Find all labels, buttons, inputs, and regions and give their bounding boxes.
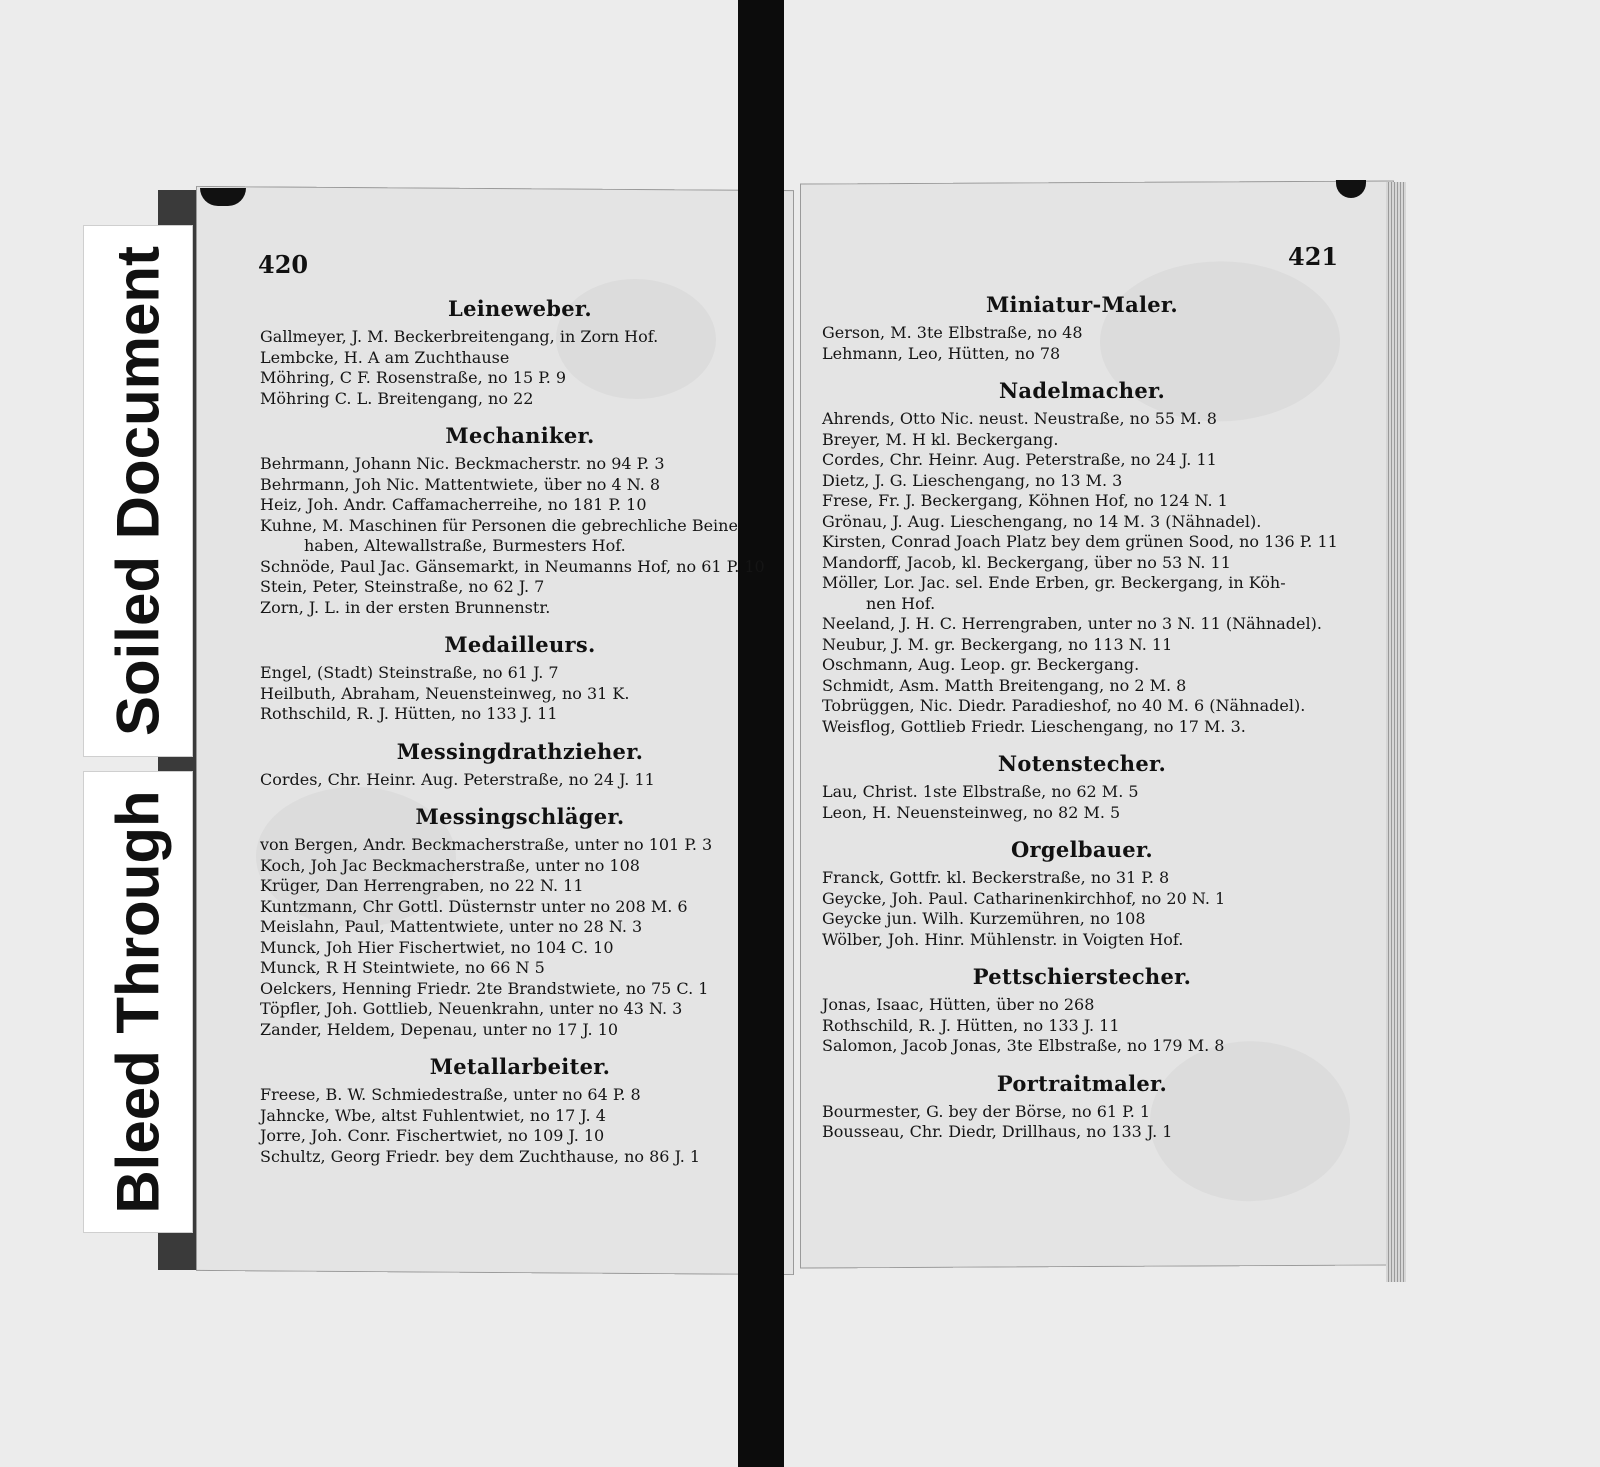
- directory-entry: Kirsten, Conrad Joach Platz bey dem grünen Sood, no 136 P. 11: [822, 532, 1338, 551]
- book-edge-right: [1386, 182, 1406, 1282]
- directory-entry: Krüger, Dan Herrengraben, no 22 N. 11: [260, 876, 584, 895]
- section-heading: Nadelmacher.: [998, 378, 1166, 403]
- directory-entry: Behrmann, Johann Nic. Beckmacherstr. no 94 P. 3: [260, 454, 665, 473]
- section-heading: Leineweber.: [448, 296, 592, 321]
- directory-entry: Jahncke, Wbe, altst Fuhlentwiet, no 17 J. 4: [260, 1105, 606, 1125]
- directory-entry: Grönau, J. Aug. Lieschengang, no 14 M. 3 (Nähnadel).: [822, 511, 1262, 531]
- directory-entry: Töpfler, Joh. Gottlieb, Neuenkrahn, unter no 43 N. 3: [260, 999, 683, 1018]
- directory-entry: Oelckers, Henning Friedr. 2te Brandstwiete, no 75 C. 1: [260, 978, 709, 998]
- directory-entry: Stein, Peter, Steinstraße, no 62 J. 7: [260, 577, 545, 596]
- directory-entry: Cordes, Chr. Heinr. Aug. Peterstraße, no 24 J. 11: [260, 769, 655, 789]
- directory-section: [822, 378, 1342, 737]
- directory-entry: Munck, R H Steintwiete, no 66 N 5: [260, 958, 545, 977]
- directory-entry: Munck, Joh Hier Fischertwiet, no 104 C. 10: [260, 937, 614, 957]
- directory-entry: Freese, B. W. Schmiedestraße, unter no 64 P. 8: [260, 1085, 641, 1104]
- directory-section: [260, 423, 780, 618]
- directory-section: [822, 751, 1342, 823]
- section-heading: Medailleurs.: [444, 632, 596, 657]
- section-heading: Pettschierstecher.: [972, 964, 1192, 989]
- directory-entry: Jonas, Isaac, Hütten, über no 268: [822, 995, 1095, 1014]
- directory-entry: Jorre, Joh. Conr. Fischertwiet, no 109 J. 10: [260, 1126, 605, 1145]
- directory-entry: Möhring C. L. Breitengang, no 22: [260, 388, 534, 408]
- directory-entry: haben, Altewallstraße, Burmesters Hof.: [304, 536, 626, 555]
- directory-entry: Tobrüggen, Nic. Diedr. Paradieshof, no 40 M. 6 (Nähnadel).: [822, 696, 1306, 715]
- left-page-number: 420: [258, 250, 309, 279]
- bleed-through-text: Bleed Through: [104, 790, 172, 1214]
- right-page-number: 421: [1288, 242, 1339, 271]
- directory-entry: Neeland, J. H. C. Herrengraben, unter no 3 N. 11 (Nähnadel).: [822, 614, 1322, 633]
- directory-entry: Schnöde, Paul Jac. Gänsemarkt, in Neumanns Hof, no 61 P. 10: [260, 556, 765, 576]
- directory-entry: Weisflog, Gottlieb Friedr. Lieschengang, no 17 M. 3.: [822, 716, 1246, 736]
- soiled-document-text: Soiled Document: [104, 245, 172, 737]
- directory-entry: Engel, (Stadt) Steinstraße, no 61 J. 7: [260, 663, 559, 682]
- directory-entry: Mandorff, Jacob, kl. Beckergang, über no 53 N. 11: [822, 552, 1231, 572]
- soiled-document-label: [84, 226, 192, 756]
- directory-entry: Möller, Lor. Jac. sel. Ende Erben, gr. Beckergang, in Köh-: [822, 573, 1286, 592]
- directory-entry: Breyer, M. H kl. Beckergang.: [822, 429, 1059, 449]
- directory-section: [260, 296, 780, 409]
- section-heading: Notenstecher.: [997, 751, 1167, 776]
- section-heading: Miniatur-Maler.: [986, 292, 1178, 317]
- directory-section: [822, 1071, 1342, 1143]
- directory-section: [260, 804, 780, 1040]
- directory-entry: Heiz, Joh. Andr. Caffamacherreihe, no 181 P. 10: [260, 495, 647, 514]
- directory-entry: Schmidt, Asm. Matth Breitengang, no 2 M. 8: [822, 675, 1187, 695]
- directory-section: [260, 739, 780, 791]
- section-heading: Messingdrathzieher.: [396, 738, 644, 764]
- directory-entry: Lehmann, Leo, Hütten, no 78: [822, 343, 1061, 363]
- directory-entry: Frese, Fr. J. Beckergang, Köhnen Hof, no 124 N. 1: [822, 491, 1228, 510]
- directory-section: [260, 1054, 780, 1167]
- directory-section: [260, 632, 780, 725]
- directory-entry: Wölber, Joh. Hinr. Mühlenstr. in Voigten Hof.: [822, 929, 1184, 949]
- directory-entry: Gallmeyer, J. M. Beckerbreitengang, in Zorn Hof.: [260, 327, 659, 346]
- directory-entry: Leon, H. Neuensteinweg, no 82 M. 5: [822, 802, 1121, 822]
- directory-entry: Ahrends, Otto Nic. neust. Neustraße, no 55 M. 8: [822, 409, 1217, 428]
- directory-entry: Gerson, M. 3te Elbstraße, no 48: [822, 323, 1083, 342]
- directory-entry: Zander, Heldem, Depenau, unter no 17 J. 10: [260, 1019, 619, 1039]
- directory-entry: von Bergen, Andr. Beckmacherstraße, unter no 101 P. 3: [260, 835, 713, 854]
- section-heading: Portraitmaler.: [996, 1070, 1168, 1096]
- directory-section: [822, 837, 1342, 950]
- directory-entry: Bousseau, Chr. Diedr, Drillhaus, no 133 J. 1: [822, 1122, 1173, 1141]
- directory-entry: Lau, Christ. 1ste Elbstraße, no 62 M. 5: [822, 782, 1139, 801]
- directory-entry: Salomon, Jacob Jonas, 3te Elbstraße, no 179 M. 8: [822, 1036, 1225, 1055]
- directory-entry: nen Hof.: [866, 593, 936, 613]
- directory-entry: Neubur, J. M. gr. Beckergang, no 113 N. 11: [822, 634, 1173, 654]
- directory-entry: Zorn, J. L. in der ersten Brunnenstr.: [260, 597, 551, 617]
- left-page-column: [260, 296, 780, 1181]
- section-heading: Messingschläger.: [415, 804, 625, 829]
- directory-entry: Dietz, J. G. Lieschengang, no 13 M. 3: [822, 470, 1123, 490]
- section-heading: Orgelbauer.: [1010, 837, 1154, 862]
- directory-entry: Bourmester, G. bey der Börse, no 61 P. 1: [822, 1101, 1151, 1121]
- directory-entry: Möhring, C F. Rosenstraße, no 15 P. 9: [260, 368, 567, 387]
- directory-entry: Franck, Gottfr. kl. Beckerstraße, no 31 P. 8: [822, 868, 1170, 887]
- directory-entry: Cordes, Chr. Heinr. Aug. Peterstraße, no 24 J. 11: [822, 450, 1217, 469]
- directory-entry: Heilbuth, Abraham, Neuensteinweg, no 31 K.: [260, 683, 630, 703]
- bleed-through-label: [84, 772, 192, 1232]
- directory-entry: Behrmann, Joh Nic. Mattentwiete, über no 4 N. 8: [260, 474, 661, 494]
- directory-section: [822, 964, 1342, 1057]
- directory-entry: Rothschild, R. J. Hütten, no 133 J. 11: [260, 704, 558, 723]
- right-page-column: [822, 292, 1342, 1157]
- directory-entry: Kuntzmann, Chr Gottl. Düsternstr unter no 208 M. 6: [260, 896, 688, 916]
- directory-entry: Rothschild, R. J. Hütten, no 133 J. 11: [822, 1015, 1120, 1035]
- directory-section: [822, 292, 1342, 364]
- directory-entry: Lembcke, H. A am Zuchthause: [260, 347, 510, 367]
- directory-entry: Oschmann, Aug. Leop. gr. Beckergang.: [822, 655, 1140, 674]
- directory-entry: Meislahn, Paul, Mattentwiete, unter no 28 N. 3: [260, 917, 643, 936]
- directory-entry: Kuhne, M. Maschinen für Personen die gebrechliche Beine: [260, 515, 738, 535]
- section-heading: Metallarbeiter.: [429, 1054, 611, 1079]
- directory-entry: Schultz, Georg Friedr. bey dem Zuchthause, no 86 J. 1: [260, 1146, 701, 1166]
- section-heading: Mechaniker.: [445, 423, 595, 448]
- directory-entry: Geycke, Joh. Paul. Catharinenkirchhof, no 20 N. 1: [822, 888, 1226, 908]
- directory-entry: Geycke jun. Wilh. Kurzemühren, no 108: [822, 909, 1146, 928]
- directory-entry: Koch, Joh Jac Beckmacherstraße, unter no 108: [260, 855, 640, 875]
